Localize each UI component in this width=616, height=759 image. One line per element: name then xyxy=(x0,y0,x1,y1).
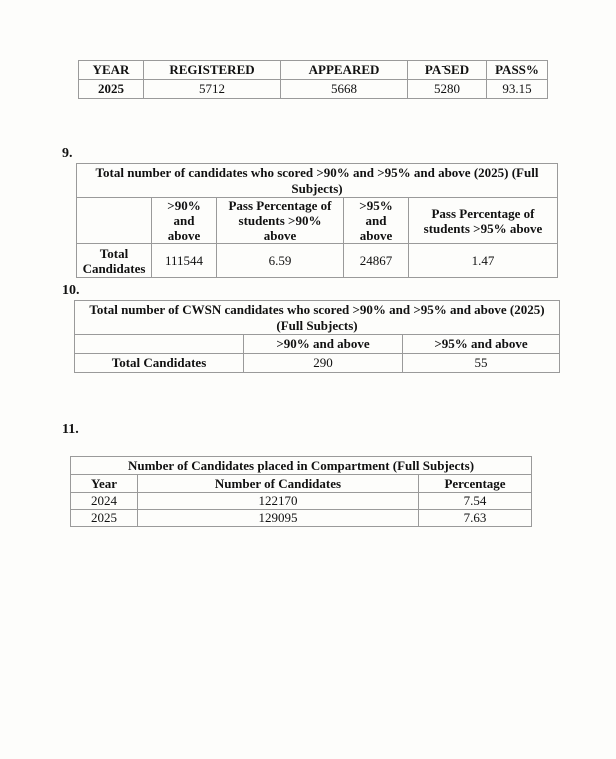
cell-above-95: 55 xyxy=(403,354,560,373)
col-pass-pct-90: Pass Percentage of students >90% above xyxy=(217,198,344,244)
cell-year: 2024 xyxy=(71,493,138,510)
cwsn-high-scorers-table xyxy=(74,300,560,373)
table-caption-row xyxy=(75,301,560,335)
table-header-row xyxy=(71,475,532,493)
table-row xyxy=(77,244,558,278)
header-blank xyxy=(75,335,244,354)
col-percentage: Percentage xyxy=(419,475,532,493)
col-year: YEAR xyxy=(79,61,144,80)
table-header-row xyxy=(75,335,560,354)
cell-pass-pct-90: 6.59 xyxy=(217,244,344,278)
table-row xyxy=(79,80,548,99)
table-row xyxy=(71,510,532,527)
col-registered: REGISTERED xyxy=(144,61,281,80)
high-scorers-table xyxy=(76,163,558,278)
cell-year: 2025 xyxy=(79,80,144,99)
row-label: Total Candidates xyxy=(75,354,244,373)
cell-above-95: 24867 xyxy=(344,244,409,278)
col-pass-pct-95: Pass Percentage of students >95% above xyxy=(409,198,558,244)
table-header-row xyxy=(77,198,558,244)
col-above-90: >90% and above xyxy=(244,335,403,354)
table-row xyxy=(71,493,532,510)
cell-above-90: 111544 xyxy=(152,244,217,278)
table-header-row xyxy=(79,61,548,80)
cell-passed: 5280 xyxy=(408,80,487,99)
section-number-9: 9. xyxy=(62,146,73,161)
cell-year: 2025 xyxy=(71,510,138,527)
cell-above-90: 290 xyxy=(244,354,403,373)
table-caption-row xyxy=(71,457,532,475)
table-caption-row xyxy=(77,164,558,198)
table-caption: Total number of CWSN candidates who scored >90% and >95% and above (2025) (Full Subjects) xyxy=(75,301,560,335)
cell-candidates: 122170 xyxy=(138,493,419,510)
cell-percentage: 7.63 xyxy=(419,510,532,527)
cell-percentage: 7.54 xyxy=(419,493,532,510)
col-year: Year xyxy=(71,475,138,493)
section-number-10: 10. xyxy=(62,283,80,298)
cell-appeared: 5668 xyxy=(281,80,408,99)
table-caption: Number of Candidates placed in Compartment (Full Subjects) xyxy=(71,457,532,475)
cell-candidates: 129095 xyxy=(138,510,419,527)
row-label: Total Candidates xyxy=(77,244,152,278)
cell-pass-pct-95: 1.47 xyxy=(409,244,558,278)
compartment-table xyxy=(70,456,532,527)
cell-registered: 5712 xyxy=(144,80,281,99)
table-caption: Total number of candidates who scored >90% and >95% and above (2025) (Full Subjects) xyxy=(77,164,558,198)
results-summary-table xyxy=(78,60,548,99)
header-blank xyxy=(77,198,152,244)
col-above-90: >90% and above xyxy=(152,198,217,244)
table-row xyxy=(75,354,560,373)
col-appeared: APPEARED xyxy=(281,61,408,80)
col-number-of-candidates: Number of Candidates xyxy=(138,475,419,493)
col-above-95: >95% and above xyxy=(344,198,409,244)
col-above-95: >95% and above xyxy=(403,335,560,354)
cell-pass-percent: 93.15 xyxy=(487,80,548,99)
section-number-11: 11. xyxy=(62,422,79,437)
col-passed: PA ̄SED xyxy=(408,61,487,80)
col-pass-percent: PASS% xyxy=(487,61,548,80)
